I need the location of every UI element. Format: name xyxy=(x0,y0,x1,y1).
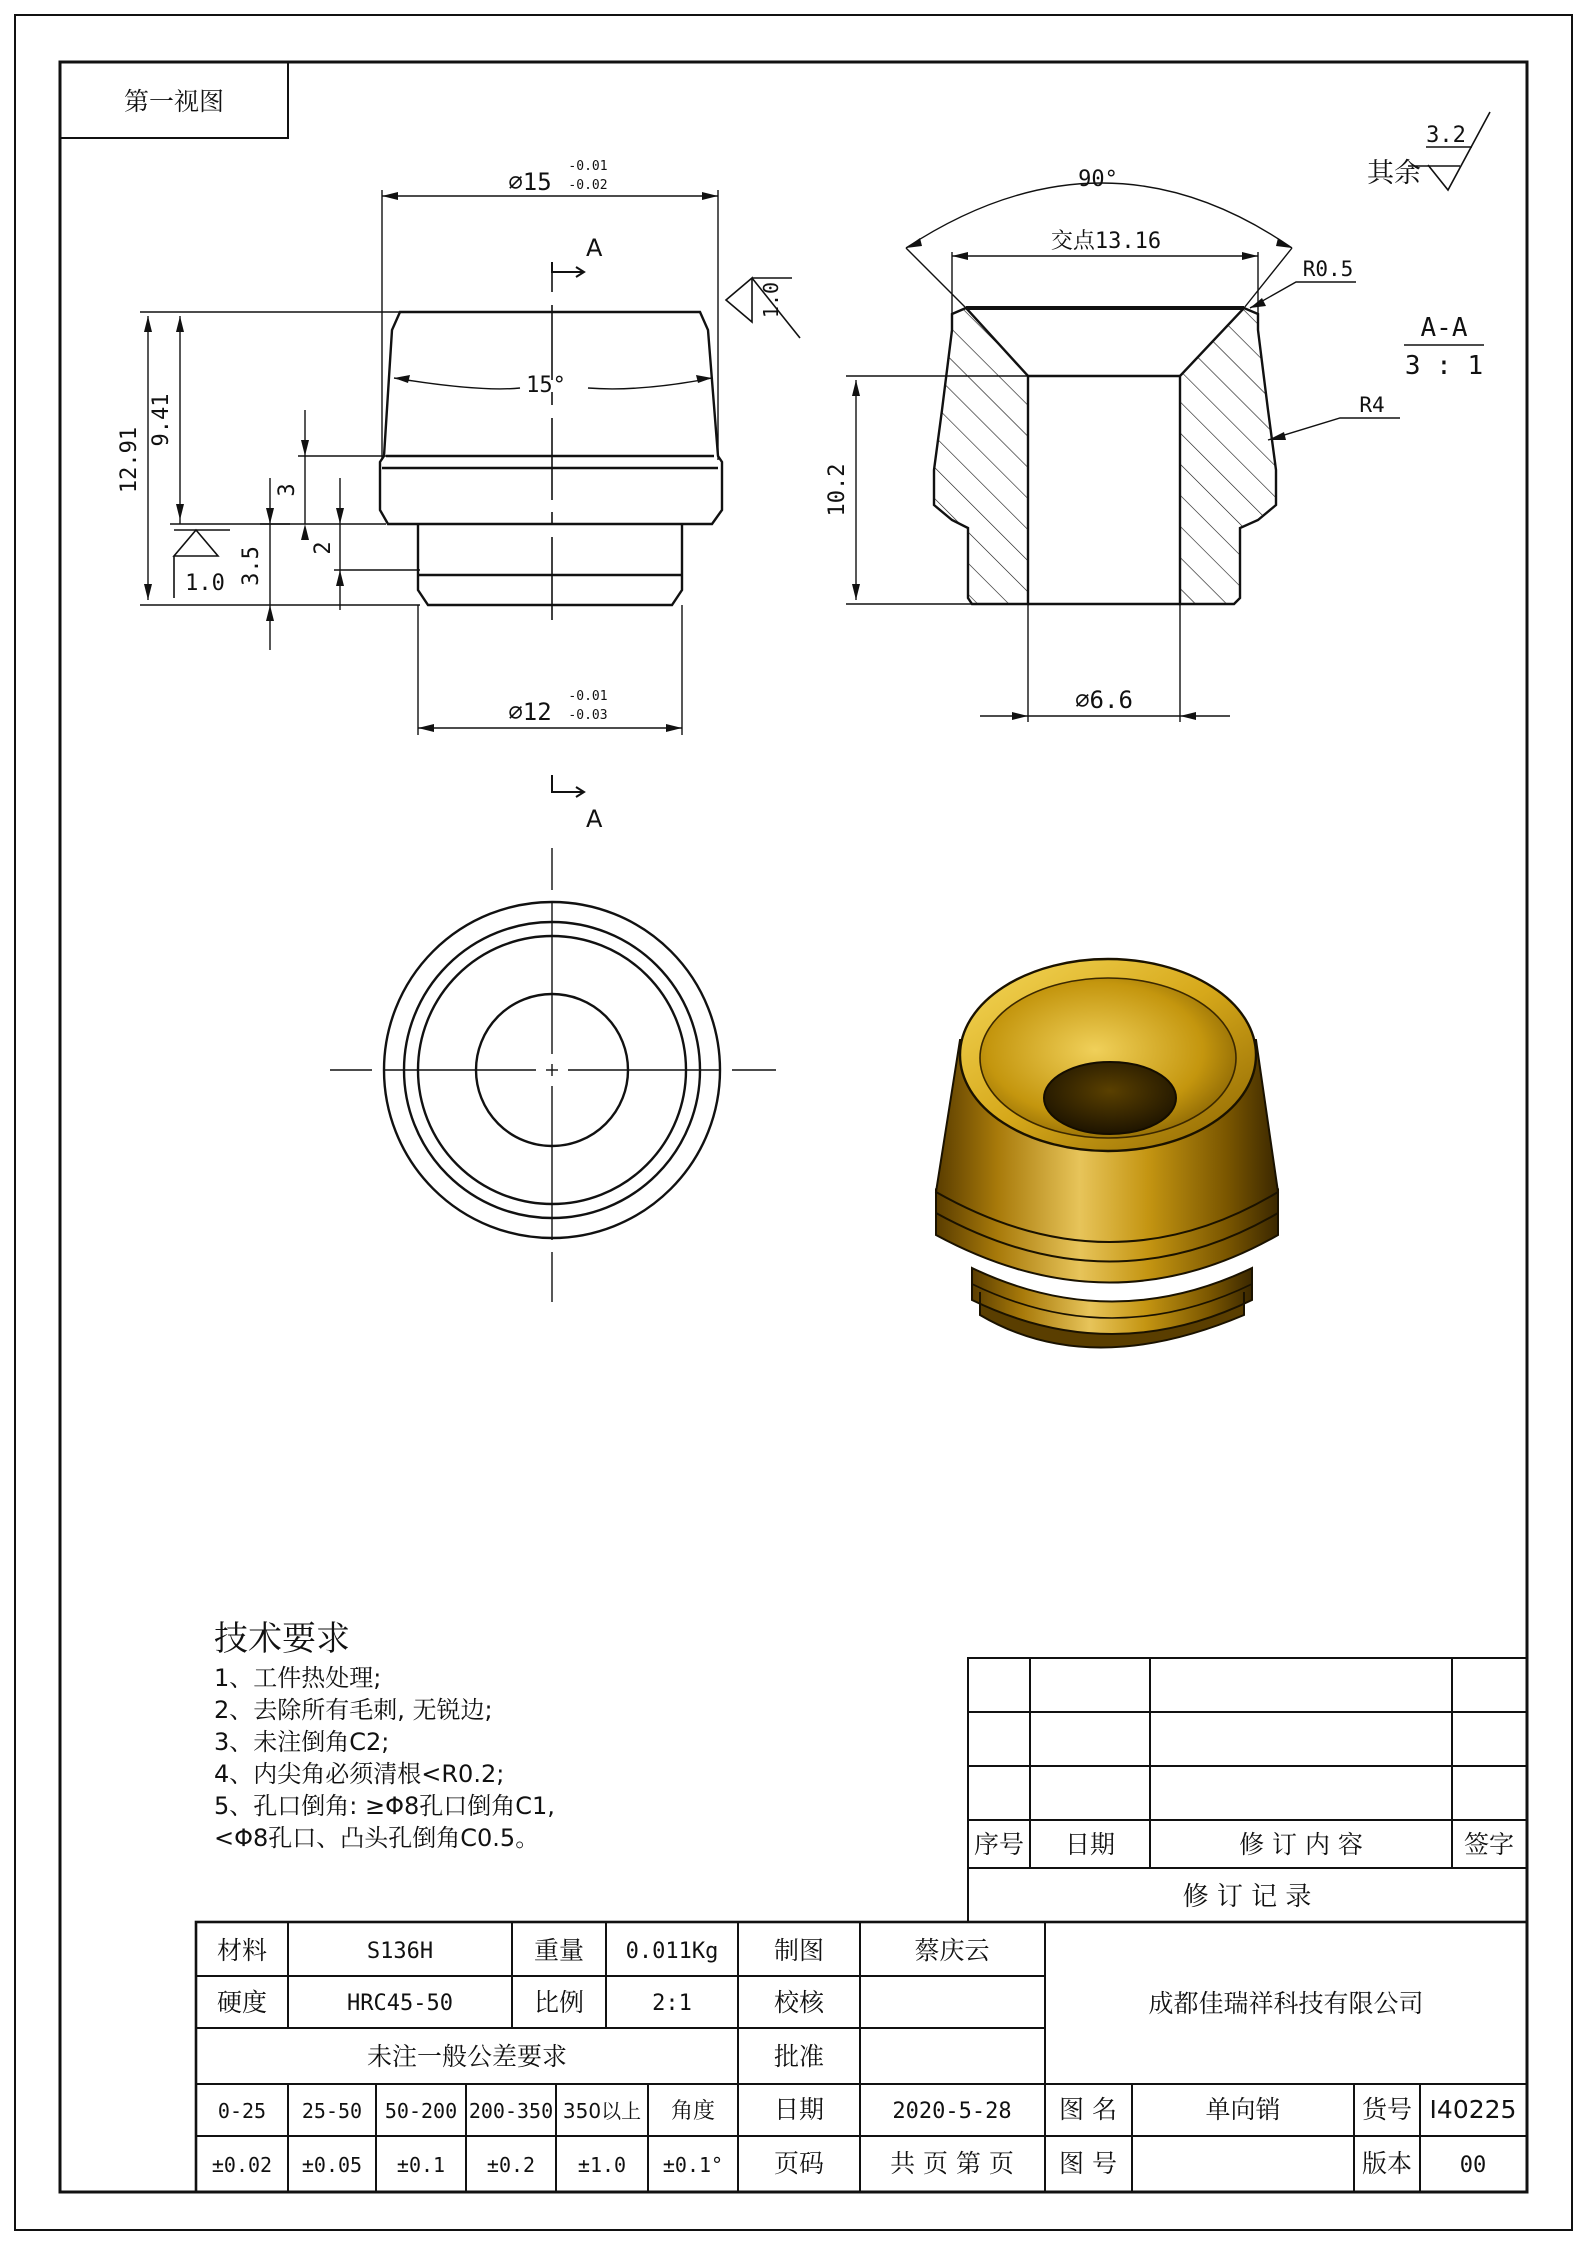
tb-check-label: 校核 xyxy=(773,1988,825,2017)
section-mark-bottom xyxy=(552,775,584,797)
section-mark-bottom-label: A xyxy=(586,805,603,833)
tb-range-3: 200-350 xyxy=(468,2099,554,2123)
section-r05: R0.5 xyxy=(1302,257,1354,281)
tb-company: 成都佳瑞祥科技有限公司 xyxy=(1148,1989,1424,2018)
front-dia-top-tol-upper: -0.01 xyxy=(568,159,608,174)
section-view xyxy=(934,308,1276,604)
section-hole-dia: ∅6.6 xyxy=(1075,686,1133,714)
tech-req-line-3: 3、未注倒角C2; xyxy=(214,1728,390,1756)
front-dimension-arrows xyxy=(144,192,718,732)
revision-header-sign: 签字 xyxy=(1463,1830,1515,1859)
tb-range-0: 0-25 xyxy=(217,2099,267,2123)
revision-header-date: 日期 xyxy=(1064,1830,1116,1859)
tech-req-line-1: 1、工件热处理; xyxy=(214,1664,382,1692)
tb-scale: 2:1 xyxy=(652,1991,692,2016)
front-dia-top: ∅15 xyxy=(508,168,552,196)
section-title: A-A xyxy=(1420,313,1468,343)
tb-general-tol: 未注一般公差要求 xyxy=(366,2042,568,2071)
section-mark-top xyxy=(552,262,584,277)
view-label: 第一视图 xyxy=(123,87,225,116)
tb-version: 00 xyxy=(1459,2153,1487,2178)
tb-number-label: 图 号 xyxy=(1059,2149,1117,2178)
tb-page-label: 页码 xyxy=(773,2149,825,2178)
tb-range-4: 350以上 xyxy=(562,2099,642,2123)
tb-item-label: 货号 xyxy=(1361,2095,1413,2124)
tb-approve-label: 批准 xyxy=(773,2042,825,2071)
tb-drawn: 蔡庆云 xyxy=(914,1936,990,1965)
tb-name: 单向销 xyxy=(1205,2095,1281,2124)
tb-date: 2020-5-28 xyxy=(892,2099,1012,2124)
tb-tol-4: ±1.0 xyxy=(577,2153,627,2177)
front-height-cone: 9.41 xyxy=(149,393,174,447)
front-dia-bottom-tol-lower: -0.03 xyxy=(568,708,608,723)
tb-drawn-label: 制图 xyxy=(773,1936,825,1965)
roughness-prefix: 其余 xyxy=(1367,158,1421,189)
front-angle: 15° xyxy=(526,373,566,398)
revision-header-no: 序号 xyxy=(973,1830,1025,1859)
section-angle: 90° xyxy=(1078,167,1118,192)
tech-req-line-6: <Φ8孔口、凸头孔倒角C0.5。 xyxy=(214,1824,540,1852)
sheet-border xyxy=(15,15,1572,2230)
tech-req-line-4: 4、内尖角必须清根<R0.2; xyxy=(214,1760,505,1788)
tb-version-label: 版本 xyxy=(1361,2149,1413,2178)
front-dia-bottom: ∅12 xyxy=(508,698,552,726)
tb-range-1: 25-50 xyxy=(301,2099,363,2123)
front-view xyxy=(380,312,722,605)
iso-render xyxy=(936,959,1278,1348)
section-height: 10.2 xyxy=(825,463,850,517)
tb-scale-label: 比例 xyxy=(533,1988,585,2017)
revision-header-content: 修 订 内 容 xyxy=(1239,1830,1363,1859)
front-dia-top-tol-lower: -0.02 xyxy=(568,178,608,193)
tb-range-5: 角度 xyxy=(670,2099,716,2124)
top-view-centerlines xyxy=(330,848,776,1302)
section-scale: 3 : 1 xyxy=(1404,351,1484,381)
section-r4: R4 xyxy=(1359,393,1385,417)
tb-name-label: 图 名 xyxy=(1059,2095,1117,2124)
front-dim-35: 3.5 xyxy=(239,546,264,586)
tb-page: 共 页 第 页 xyxy=(890,2149,1014,2178)
tb-tol-3: ±0.2 xyxy=(486,2153,536,2177)
tb-tol-2: ±0.1 xyxy=(396,2153,446,2177)
tb-tol-1: ±0.05 xyxy=(301,2153,363,2177)
section-intersection: 交点13.16 xyxy=(1050,229,1162,254)
flatness-right-value: 1.0 xyxy=(759,281,783,319)
flatness-left-value: 1.0 xyxy=(185,571,225,596)
front-dim-3: 3 xyxy=(275,483,300,497)
front-dia-bottom-tol-upper: -0.01 xyxy=(568,689,608,704)
front-dimensions xyxy=(140,190,718,735)
tb-material-label: 材料 xyxy=(216,1936,268,1965)
tb-date-label: 日期 xyxy=(773,2095,825,2124)
tb-range-2: 50-200 xyxy=(384,2099,458,2123)
front-height-total: 12.91 xyxy=(117,426,142,494)
tech-req-line-5: 5、孔口倒角: ≥Φ8孔口倒角C1, xyxy=(214,1792,555,1820)
front-dim-2: 2 xyxy=(311,541,336,555)
tb-weight-label: 重量 xyxy=(533,1936,585,1965)
tb-hardness-label: 硬度 xyxy=(216,1988,268,2017)
tb-hardness: HRC45-50 xyxy=(347,1991,453,2016)
tb-weight: 0.011Kg xyxy=(625,1939,719,1964)
revision-caption: 修 订 记 录 xyxy=(1182,1882,1312,1912)
tech-req-line-2: 2、去除所有毛刺, 无锐边; xyxy=(214,1696,493,1724)
tb-tol-0: ±0.02 xyxy=(211,2153,273,2177)
tech-req-title: 技术要求 xyxy=(214,1619,350,1659)
tb-material: S136H xyxy=(366,1939,434,1964)
tb-tol-5: ±0.1° xyxy=(662,2153,724,2177)
section-mark-top-label: A xyxy=(586,234,603,262)
roughness-value: 3.2 xyxy=(1426,123,1466,148)
tb-item: I40225 xyxy=(1429,2095,1517,2124)
